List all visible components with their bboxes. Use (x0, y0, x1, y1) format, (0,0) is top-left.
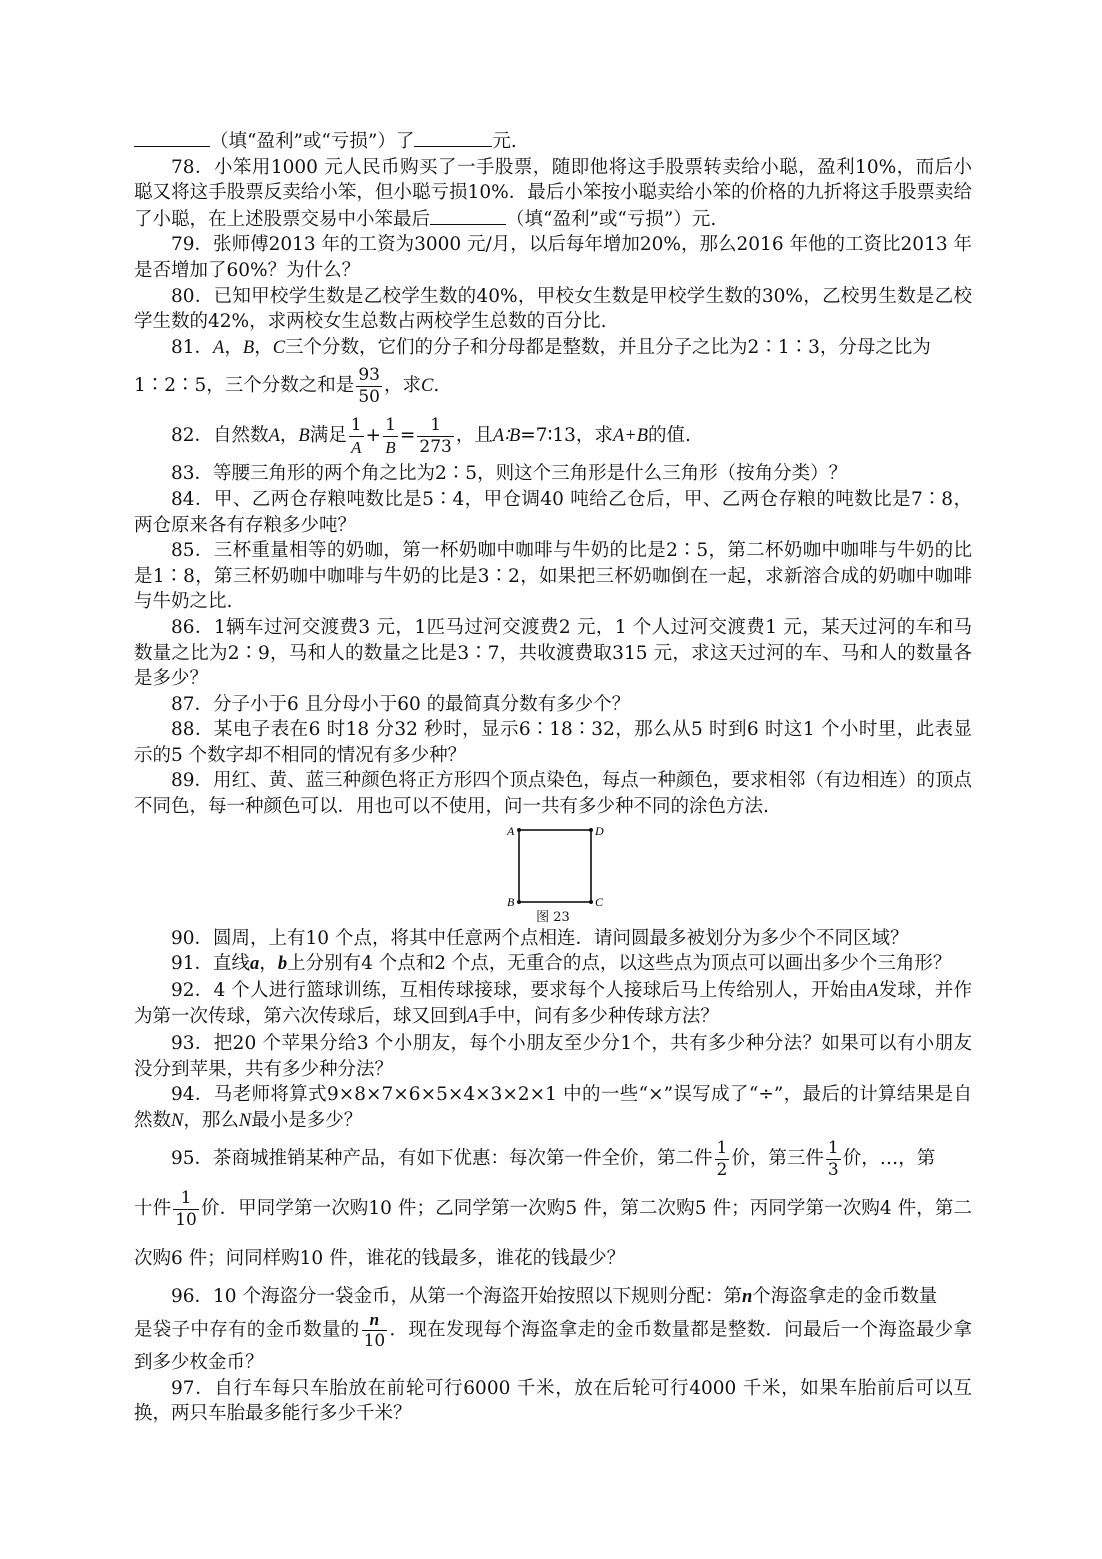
answer-blank (430, 206, 506, 225)
vertex-d-dot (589, 828, 593, 832)
question-85: 85．三杯重量相等的奶咖，第一杯奶咖中咖啡与牛奶的比是2∶5，第二杯奶咖中咖啡与牛奶的比是1∶8，第三杯奶咖中咖啡与牛奶的比是3∶2，如果把三杯奶咖倒在一起，求新溶合成的奶咖中咖啡与牛奶之比. (134, 540, 972, 613)
question-95-cont: 十件 $\frac{1}{10}$ 价．甲同学第一次购10 件；乙同学第一次购5 件，第二次购5 件；丙同学第一次购4 件，第二次购6 件；问同样购10 件，谁花的钱最多，谁花的钱最少？ (134, 1187, 972, 1270)
vertex-d-label: D (595, 823, 604, 838)
question-94: 94．马老师将算式9×8×7×6×5×4×3×2×1 中的一些“×”误写成了“÷”，最后的计算结果是自然数N，那么N最小是多少？ (134, 1084, 972, 1131)
question-91: 91．直线a，b上分别有4 个点和2 个点，无重合的点，以这些点为顶点可以画出多少个三角形？ (171, 953, 952, 975)
question-82: 82．自然数A，B满足 $\frac{1}{A}$ + $\frac{1}{B}$ = $\frac{1}{273}$ ，且A∶B=7∶13，求A+B的值. (171, 414, 691, 457)
question-89: 89．用红、黄、蓝三种颜色将正方形四个顶点染色，每点一种颜色，要求相邻（有边相连）的顶点不同色，每一种颜色可以．用也可以不使用，问一共有多少种不同的涂色方法. (134, 770, 972, 818)
question-88: 88．某电子表在6 时18 分32 秒时，显示6∶18∶32，那么从5 时到6 时这1 个小时里，此表显示的5 个数字却不相同的情况有多少种？ (134, 719, 972, 766)
question-84: 84．甲、乙两仓存粮吨数比是5∶4，甲仓调40 吨给乙仓后，甲、乙两仓存粮的吨数比是7∶8，两仓原来各有存粮多少吨？ (134, 488, 972, 536)
question-96-cont: 是袋子中存有的金币数量的 $\frac{n}{10}$ ．现在发现每个海盗拿走的金币数量都是整数．问最后一个海盗最少拿到多少枚金币？ (134, 1310, 972, 1373)
question-79: 79．张师傅2013 年的工资为3000 元/月，以后每年增加20%，那么2016 年他的工资比2013 年是否增加了60%？为什么？ (134, 234, 972, 281)
fraction: $\frac{1}{273}$ (419, 414, 452, 457)
question-92: 92．4 个人进行篮球训练，互相传球接球，要求每个人接球后马上传给别人，开始由A发球，并作为第一次传球，第六次传球后，球又回到A手中，问有多少种传球方法？ (134, 979, 972, 1028)
square-diagram (493, 824, 613, 908)
document-page (134, 128, 972, 1427)
fraction: $\frac{n}{10}$ (363, 1310, 386, 1351)
fraction: $\frac{1}{A}$ (350, 414, 362, 457)
vertex-b-label: B (507, 894, 515, 908)
question-78: 78．小笨用1000 元人民币购买了一手股票，随即他将这手股票转卖给小聪，盈利10%，而后小聪又将这手股票反卖给小笨，但小聪亏损10%．最后小笨按小聪卖给小笨的价格的九折将这手股票卖给了小聪，在上述股票交易中小笨最后 （填“盈利”或“亏损”）元. (134, 156, 972, 230)
fraction: $\frac{1}{2}$ (716, 1137, 728, 1180)
vertex-c-dot (589, 900, 593, 904)
question-96: 96．10 个海盗分一袋金币，从第一个海盗开始按照以下规则分配：第n个海盗拿走的金币数量 (171, 1286, 938, 1308)
question-81: 81．A，B，C三个分数，它们的分子和分母都是整数，并且分子之比为2∶1∶3，分母之比为 (171, 336, 931, 358)
figure-caption: 图 23 (536, 909, 570, 925)
question-95: 95．茶商城推销某种产品，有如下优惠：每次第一件全价，第二件 $\frac{1}{2}$ 价，第三件 $\frac{1}{3}$ 价，…，第 (171, 1137, 936, 1180)
question-93: 93．把20 个苹果分给3 个小朋友，每个小朋友至少分1个，共有多少种分法？如果可以有小朋友没分到苹果，共有多少种分法？ (134, 1033, 972, 1080)
fraction: $\frac{1}{3}$ (827, 1137, 839, 1180)
question-81-cont: 1∶2∶5，三个分数之和是 $\frac{93}{50}$ ，求C. (134, 364, 440, 407)
figure-23 (134, 824, 972, 926)
question-90: 90．圆周，上有10 个点，将其中任意两个点相连．请问圆最多被划分为多少个不同区域？ (171, 927, 909, 949)
question-97: 97．自行车每只车胎放在前轮可行6000 千米，放在后轮可行4000 千米，如果车胎前后可以互换，两只车胎最多能行多少千米？ (134, 1377, 972, 1425)
question-87: 87．分子小于6 且分母小于60 的最简真分数有多少个？ (171, 693, 631, 715)
question-86: 86．1辆车过河交渡费3 元，1匹马过河交渡费2 元，1 个人过河交渡费1 元，某天过河的车和马数量之比为2∶9，马和人的数量之比是3∶7，共收渡费取315 元，求这天过河的车、马和人的数量各是多少？ (134, 616, 972, 690)
question-83: 83．等腰三角形的两个角之比为2∶5，则这个三角形是什么三角形（按角分类）？ (171, 463, 848, 485)
vertex-b-dot (517, 900, 521, 904)
vertex-a-dot (517, 828, 521, 832)
fraction: $\frac{93}{50}$ (358, 364, 380, 407)
answer-blank (414, 128, 492, 147)
vertex-a-label: A (507, 823, 515, 838)
fraction: $\frac{1}{B}$ (385, 414, 396, 457)
question-80: 80．已知甲校学生数是乙校学生数的40%，甲校女生数是甲校学生数的30%，乙校男生数是乙校学生数的42%，求两校女生总数占两校学生总数的百分比. (134, 285, 972, 333)
square-shape (519, 830, 591, 902)
question-77-tail: （填“盈利”或“亏损”）了 元. (134, 128, 972, 155)
answer-blank (134, 128, 210, 147)
vertex-c-label: C (595, 894, 604, 908)
fraction: $\frac{1}{10}$ (175, 1187, 197, 1230)
